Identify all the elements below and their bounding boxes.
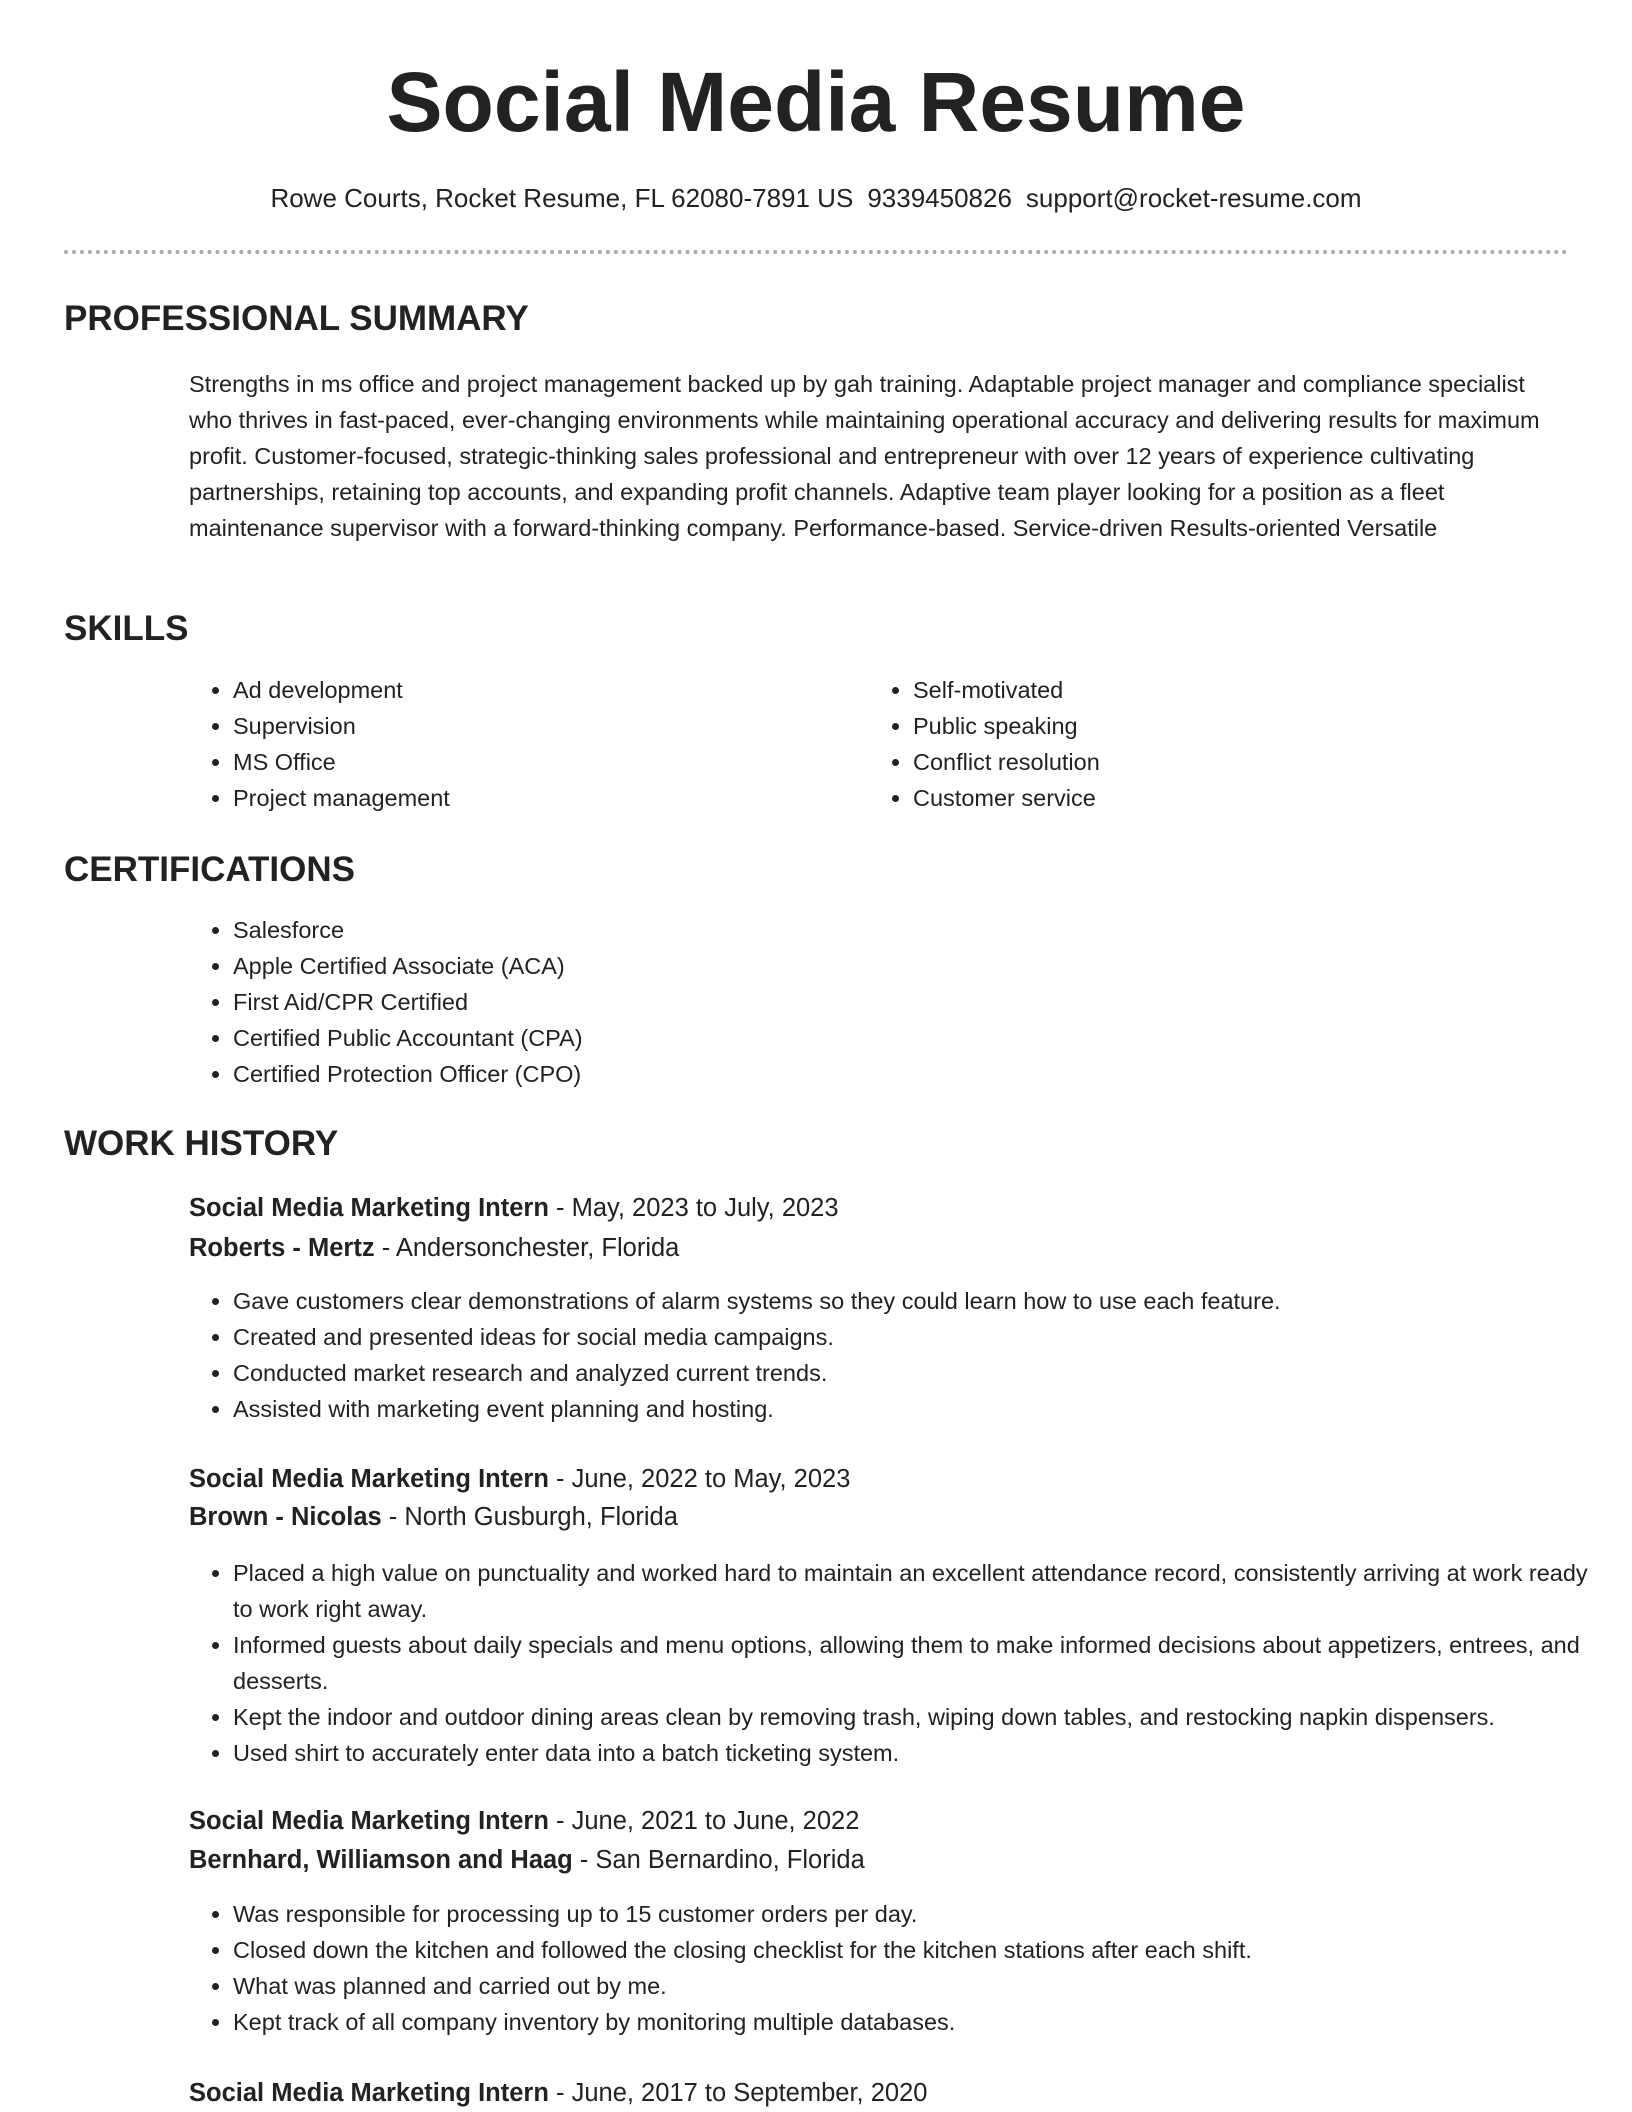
list-item: • Closed down the kitchen and followed the closing checklist for the kitchen stations after each shift. xyxy=(233,1932,1613,1968)
job-location: - Andersonchester, Florida xyxy=(374,1234,680,1262)
job-dates: - June, 2022 to May, 2023 xyxy=(548,1465,851,1493)
job-company: Brown - Nicolas xyxy=(189,1503,382,1531)
job-title: Social Media Marketing Intern xyxy=(189,1465,549,1493)
certifications-list xyxy=(189,912,1613,1092)
job-title-line xyxy=(189,1461,850,1497)
contact-address: Rowe Courts, Rocket Resume, FL 62080-7891 US xyxy=(270,183,854,213)
list-item: • Customer service xyxy=(913,780,1513,816)
work-history-heading: WORK HISTORY xyxy=(64,1124,339,1163)
list-item: • What was planned and carried out by me. xyxy=(233,1968,1613,2004)
list-item: • Informed guests about daily specials and menu options, allowing them to make informed decisions about appetizers, entrees, and desserts. xyxy=(233,1627,1613,1699)
job-location: - North Gusburgh, Florida xyxy=(381,1503,678,1531)
list-item: • Kept track of all company inventory by monitoring multiple databases. xyxy=(233,2004,1613,2040)
list-item: • Public speaking xyxy=(913,708,1513,744)
list-item: • Conducted market research and analyzed current trends. xyxy=(233,1355,1613,1391)
list-item: • Certified Public Accountant (CPA) xyxy=(233,1020,1613,1056)
list-item: • Conflict resolution xyxy=(913,744,1513,780)
list-item: • Created and presented ideas for social media campaigns. xyxy=(233,1319,1613,1355)
list-item: • Salesforce xyxy=(233,912,1613,948)
job-company-line xyxy=(189,1842,865,1878)
contact-email: support@rocket-resume.com xyxy=(1025,183,1362,213)
job-title: Social Media Marketing Intern xyxy=(189,1194,549,1222)
contact-line xyxy=(0,180,1632,216)
job-title: Social Media Marketing Intern xyxy=(189,1807,549,1835)
job-dates: - June, 2017 to September, 2020 xyxy=(548,2079,928,2107)
list-item: • Gave customers clear demonstrations of alarm systems so they could learn how to use each feature. xyxy=(233,1283,1613,1319)
list-item: • Placed a high value on punctuality and worked hard to maintain an excellent attendance record, consistently arriving at work ready to work right away. xyxy=(233,1555,1613,1627)
job-location: - San Bernardino, Florida xyxy=(572,1846,865,1874)
skills-list-left xyxy=(189,672,833,816)
list-item: • MS Office xyxy=(233,744,833,780)
list-item: • Certified Protection Officer (CPO) xyxy=(233,1056,1613,1092)
summary-heading: PROFESSIONAL SUMMARY xyxy=(64,299,529,338)
skills-heading: SKILLS xyxy=(64,609,189,648)
job-company-line xyxy=(189,1230,679,1266)
job-company: Bernhard, Williamson and Haag xyxy=(189,1846,573,1874)
list-item: • Ad development xyxy=(233,672,833,708)
resume-title: Social Media Resume xyxy=(386,55,1246,149)
job-title-line xyxy=(189,1803,859,1839)
job-title: Social Media Marketing Intern xyxy=(189,2079,549,2107)
list-item: • Apple Certified Associate (ACA) xyxy=(233,948,1613,984)
list-item: • Project management xyxy=(233,780,833,816)
certifications-heading: CERTIFICATIONS xyxy=(64,850,356,889)
list-item: • Assisted with marketing event planning and hosting. xyxy=(233,1391,1613,1427)
skills-list-right xyxy=(869,672,1513,816)
header-divider xyxy=(64,250,1568,254)
list-item: • Kept the indoor and outdoor dining areas clean by removing trash, wiping down tables, and restocking napkin dispensers. xyxy=(233,1699,1613,1735)
job-company: Roberts - Mertz xyxy=(189,1234,375,1262)
list-item: • Supervision xyxy=(233,708,833,744)
contact-phone: 9339450826 xyxy=(867,183,1012,213)
list-item: • Self-motivated xyxy=(913,672,1513,708)
list-item: • Was responsible for processing up to 15 customer orders per day. xyxy=(233,1896,1613,1932)
job-company-line xyxy=(189,1499,678,1535)
list-item: • First Aid/CPR Certified xyxy=(233,984,1613,1020)
job-dates: - May, 2023 to July, 2023 xyxy=(548,1194,839,1222)
job-bullets xyxy=(189,1555,1613,1771)
job-bullets xyxy=(189,1896,1613,2040)
list-item: • Used shirt to accurately enter data into a batch ticketing system. xyxy=(233,1735,1613,1771)
job-bullets xyxy=(189,1283,1613,1427)
job-title-line xyxy=(189,1190,839,1226)
summary-text: Strengths in ms office and project management backed up by gah training. Adaptable project manager and compliance specialist who thrives in fast-paced, ever-changing environments while maintaining operational accuracy and delivering results for maximum profit. Customer-focused, strategic-thinking sales professional and entrepreneur with over 12 years of experience cultivating partnerships, retaining top accounts, and expanding profit channels. Adaptive team player looking for a position as a fleet maintenance supervisor with a forward-thinking company. Performance-based. Service-driven Results-oriented Versatile xyxy=(189,371,1540,541)
job-dates: - June, 2021 to June, 2022 xyxy=(548,1807,860,1835)
job-title-line xyxy=(189,2075,927,2111)
